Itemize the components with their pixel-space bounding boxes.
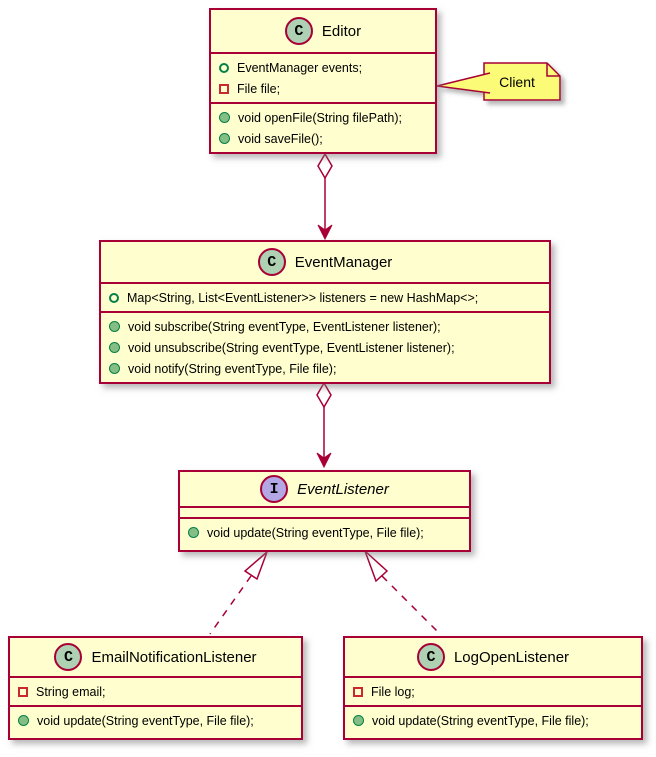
- methods-compartment: [10, 705, 301, 738]
- class-attribute: [219, 57, 427, 78]
- interface-box-eventlistener: [178, 470, 471, 552]
- field-icon: [109, 293, 119, 303]
- class-badge-icon: C: [54, 643, 82, 671]
- class-attribute: [109, 287, 541, 308]
- interface-name: EventListener: [297, 480, 389, 498]
- realization-triangle-icon: [245, 552, 267, 579]
- class-name: EmailNotificationListener: [91, 648, 257, 666]
- method-text: void openFile(String filePath);: [238, 110, 402, 125]
- class-method: [109, 337, 541, 358]
- class-method: [18, 710, 293, 731]
- attribute-text: File file;: [237, 81, 281, 96]
- attributes-compartment: [101, 282, 549, 311]
- class-title: [180, 472, 469, 506]
- public-method-icon: [109, 363, 120, 374]
- method-text: void update(String eventType, File file);: [372, 713, 589, 728]
- class-title: [101, 242, 549, 282]
- class-box-logopenlistener: [343, 636, 643, 740]
- relation-editor-eventmanager: [318, 154, 332, 239]
- field-icon: [219, 63, 229, 73]
- class-attribute: [219, 78, 427, 99]
- attribute-text: Map<String, List<EventListener>> listeners = new HashMap<>;: [127, 290, 479, 305]
- attributes-compartment: [211, 52, 435, 102]
- relation-eventmanager-eventlistener: [317, 383, 331, 467]
- method-text: void unsubscribe(String eventType, EventListener listener);: [128, 340, 455, 355]
- class-name: Editor: [321, 22, 362, 40]
- class-method: [109, 316, 541, 337]
- public-method-icon: [353, 715, 364, 726]
- class-title: [211, 10, 435, 52]
- class-badge-icon: C: [417, 643, 445, 671]
- class-box-emailnotificationlistener: [8, 636, 303, 740]
- method-text: void update(String eventType, File file);: [207, 525, 424, 540]
- method-text: void notify(String eventType, File file);: [128, 361, 337, 376]
- realization-dashed-line: [210, 576, 251, 634]
- methods-compartment: [180, 517, 469, 550]
- attributes-compartment-empty: [180, 506, 469, 517]
- class-badge-icon: C: [258, 248, 286, 276]
- public-method-icon: [219, 112, 230, 123]
- class-box-editor: [209, 8, 437, 154]
- attribute-text: String email;: [36, 684, 106, 699]
- realization-triangle-icon: [365, 551, 387, 581]
- aggregation-diamond-icon: [318, 154, 332, 178]
- relation-logopenlistener-realization: [365, 551, 440, 634]
- note-label: Client: [499, 74, 535, 90]
- class-badge-icon: C: [285, 17, 313, 45]
- class-title: [345, 638, 641, 676]
- note-pointer: [437, 73, 490, 93]
- attribute-text: File log;: [371, 684, 415, 699]
- class-attribute: [353, 681, 633, 702]
- public-method-icon: [18, 715, 29, 726]
- public-method-icon: [109, 342, 120, 353]
- methods-compartment: [101, 311, 549, 382]
- public-method-icon: [188, 527, 199, 538]
- method-text: void subscribe(String eventType, EventListener listener);: [128, 319, 441, 334]
- methods-compartment: [211, 102, 435, 152]
- class-method: [188, 522, 461, 543]
- method-text: void update(String eventType, File file);: [37, 713, 254, 728]
- private-field-icon: [18, 687, 28, 697]
- aggregation-diamond-icon: [317, 383, 331, 407]
- client-note: [437, 63, 560, 100]
- attributes-compartment: [10, 676, 301, 705]
- class-method: [353, 710, 633, 731]
- public-method-icon: [219, 133, 230, 144]
- class-title: [10, 638, 301, 676]
- private-field-icon: [353, 687, 363, 697]
- class-method: [109, 358, 541, 379]
- class-box-eventmanager: [99, 240, 551, 384]
- relation-emailnotificationlistener-realization: [210, 552, 267, 634]
- public-method-icon: [109, 321, 120, 332]
- private-field-icon: [219, 84, 229, 94]
- class-method: [219, 107, 427, 128]
- class-attribute: [18, 681, 293, 702]
- class-method: [219, 128, 427, 149]
- method-text: void saveFile();: [238, 131, 323, 146]
- attribute-text: EventManager events;: [237, 60, 363, 75]
- realization-dashed-line: [382, 576, 440, 634]
- class-name: EventManager: [294, 253, 393, 271]
- interface-badge-icon: I: [260, 475, 288, 503]
- methods-compartment: [345, 705, 641, 738]
- attributes-compartment: [345, 676, 641, 705]
- class-name: LogOpenListener: [453, 648, 570, 666]
